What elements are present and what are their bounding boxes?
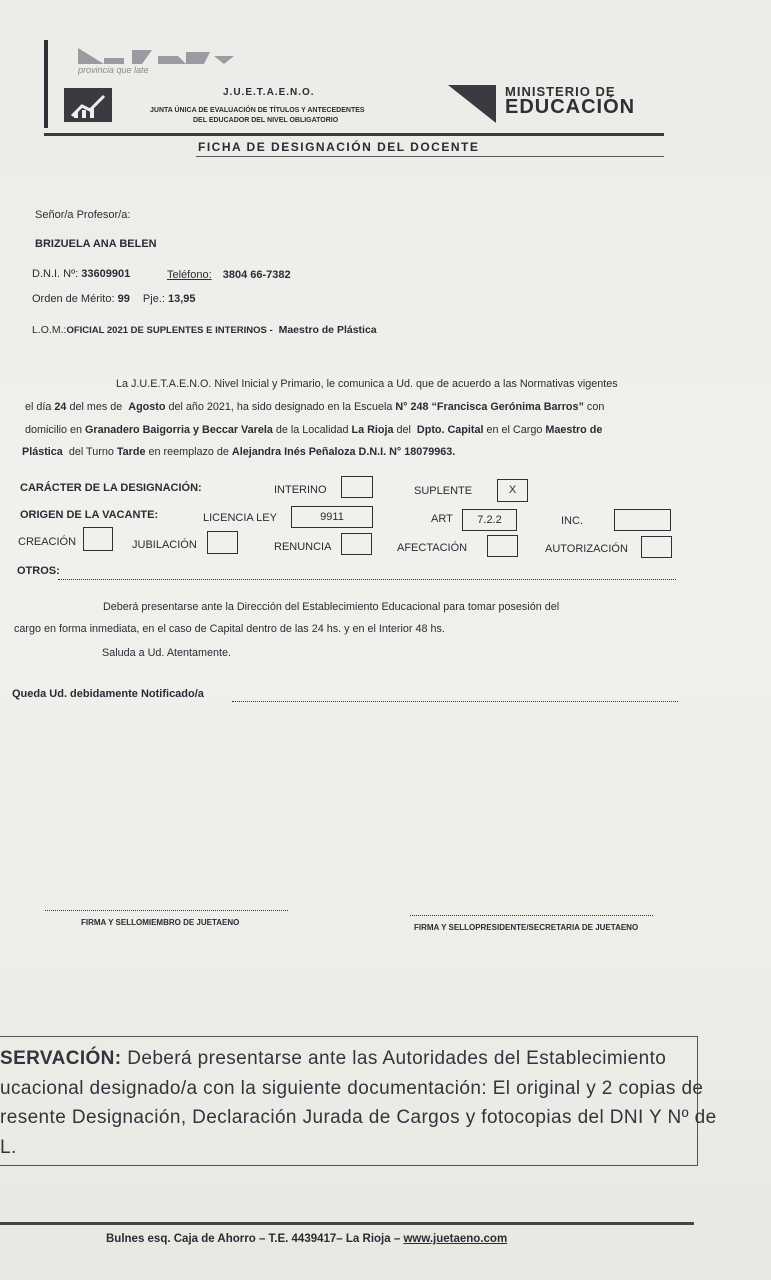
teacher-name: BRIZUELA ANA BELEN [35,238,157,250]
body-line-4: Plástica del Turno Tarde en reemplazo de Alejandra Inés Peñaloza D.N.I. N° 18079963. [22,446,456,458]
suplente-label: SUPLENTE [414,485,473,497]
org-acronym: J.U.E.T.A.E.N.O. [223,87,315,98]
juetaeno-logo [64,88,112,122]
renuncia-checkbox[interactable] [341,533,372,555]
autorizacion-label: AUTORIZACIÓN [545,543,628,555]
title-underline [196,156,664,157]
dni-row [32,268,130,280]
merit-value: 99 [117,293,130,305]
score-value: 13,95 [168,293,196,305]
closing: Saluda a Ud. Atentamente. [102,647,232,659]
instructions-line-1: Deberá presentarse ante la Dirección del Establecimiento Educacional para tomar posesión del [103,601,560,613]
phone-row [167,269,291,281]
lom-label: L.O.M.: [32,324,67,336]
ministry-title-line2: EDUCACIÓN [505,96,636,118]
phone-value: 3804 66-7382 [222,269,291,281]
observation-line-2: ucacional designado/a con la siguiente documentación: El original y 2 copias de [0,1077,704,1099]
notified-line[interactable] [232,701,678,702]
body-line-3: domicilio en Granadero Baigorria y Beccar Varela de la Localidad La Rioja del Dpto. Capital en el Cargo Maestro de [25,424,603,436]
autorizacion-checkbox[interactable] [641,536,672,558]
org-full-name-line1: JUNTA ÚNICA DE EVALUACIÓN DE TÍTULOS Y ANTECEDENTES [150,107,365,114]
salutation: Señor/a Profesor/a: [35,209,131,221]
org-full-name-line2: DEL EDUCADOR DEL NIVEL OBLIGATORIO [193,117,339,124]
afectacion-checkbox[interactable] [487,535,518,557]
character-label: CARÁCTER DE LA DESIGNACIÓN: [20,482,202,494]
signature-label-right: FIRMA Y SELLOPRESIDENTE/SECRETARIA DE JUETAENO [414,923,639,932]
observation-text: SERVACIÓN: Deberá presentarse ante las Autoridades del Establecimiento ucacional designado/a con la siguiente documentación: El original y 2 copias de resente Designación, Declaración Jurada de Cargos y fotocopias del DNI Y Nº de L. [0,1044,700,1162]
dni-label: D.N.I. Nº: [32,268,79,280]
signature-line-right[interactable] [410,915,653,916]
creacion-label: CREACIÓN [18,536,77,548]
renuncia-label: RENUNCIA [274,541,332,553]
notified-label: Queda Ud. debidamente Notificado/a [12,688,204,700]
header-rule [44,133,664,136]
inc-label: INC. [561,515,583,527]
art-label: ART [431,513,453,525]
observation-heading: SERVACIÓN: [0,1048,122,1069]
score-label: Pje.: [142,293,165,305]
jubilacion-checkbox[interactable] [207,531,238,554]
signature-label-left: FIRMA Y SELLOMIEMBRO DE JUETAENO [81,918,240,927]
otros-line[interactable] [58,579,676,580]
signature-line-left[interactable] [45,910,288,911]
body-line-1: La J.U.E.T.A.E.N.O. Nivel Inicial y Primario, le comunica a Ud. que de acuerdo a las Normativas vigentes [116,378,618,390]
observation-line-3: resente Designación, Declaración Jurada de Cargos y fotocopias del DNI Y Nº de [0,1107,717,1128]
footer-rule [0,1222,694,1225]
lom-value: OFICIAL 2021 DE SUPLENTES E INTERINOS - [66,325,273,336]
dni-value: 33609901 [81,268,131,280]
ministry-logo-icon [448,83,498,123]
header-rule-vertical [44,40,48,128]
suplente-checkbox[interactable]: X [497,479,528,502]
interino-label: INTERINO [274,484,327,496]
body-line-2: el día 24 del mes de Agosto del año 2021, ha sido designado en la Escuela N° 248 “Francisca Gerónima Barros” con [25,401,605,413]
footer-address: Bulnes esq. Caja de Ahorro – T.E. 4439417– La Rioja – www.juetaeno.com [106,1233,508,1245]
ministry-title-line1: MINISTERIO DE [505,84,616,99]
art-field[interactable]: 7.2.2 [462,509,517,531]
lom-role: Maestro de Plástica [278,324,377,336]
inc-field[interactable] [614,509,671,531]
creacion-checkbox[interactable] [83,527,113,551]
province-tagline: provincia que late [78,65,149,75]
observation-line-4: L. [0,1136,17,1158]
licencia-field[interactable]: 9911 [291,506,373,528]
jubilacion-label: JUBILACIÓN [132,539,197,551]
instructions-line-2: cargo en forma inmediata, en el caso de Capital dentro de las 24 hs. y en el Interior 48 hs. [14,623,445,635]
origin-label: ORIGEN DE LA VACANTE: [20,509,159,521]
website-link[interactable]: www.juetaeno.com [403,1233,508,1245]
form-title: FICHA DE DESIGNACIÓN DEL DOCENTE [198,140,480,154]
lom-row [32,324,377,336]
merit-label: Orden de Mérito: [32,293,115,305]
interino-checkbox[interactable] [341,476,373,498]
otros-label: OTROS: [17,565,60,577]
phone-label: Teléfono: [167,269,212,281]
licencia-label: LICENCIA LEY [203,512,277,524]
merit-row [32,293,196,305]
afectacion-label: AFECTACIÓN [397,542,468,554]
